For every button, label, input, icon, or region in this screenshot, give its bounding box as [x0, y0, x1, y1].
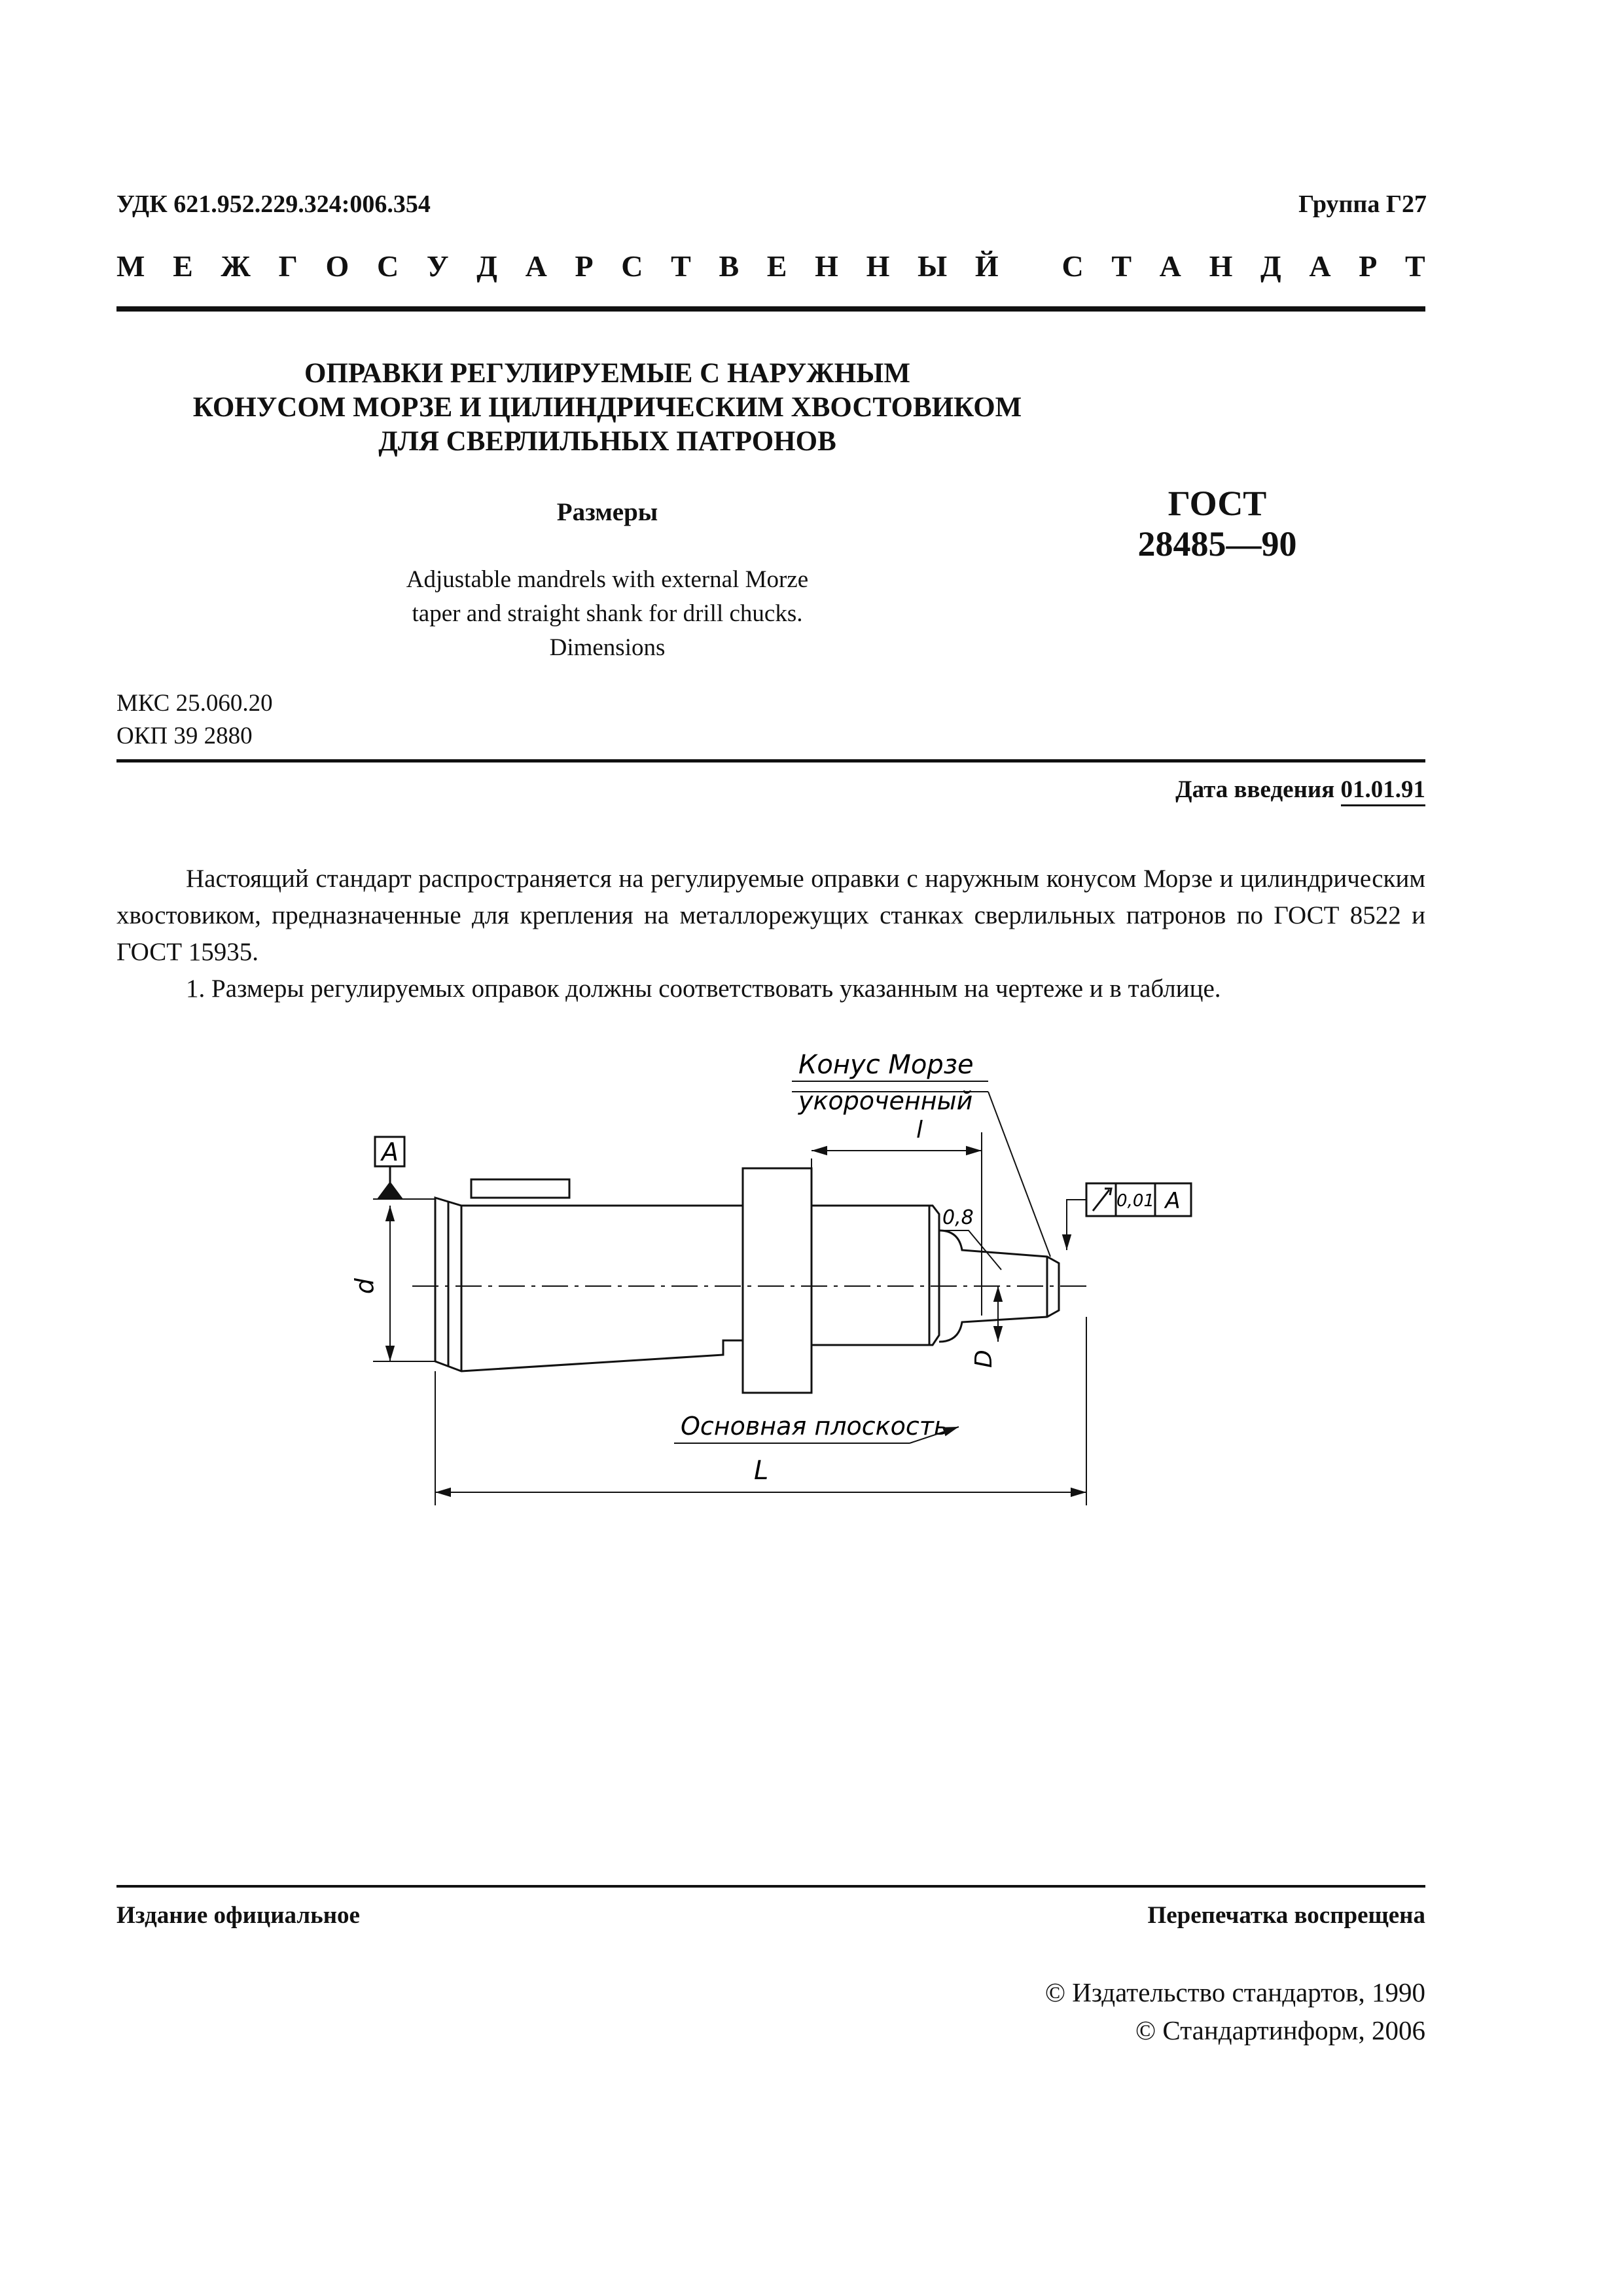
banner-letter: Р [1359, 249, 1378, 283]
banner-letter: С [621, 249, 643, 283]
edition-note: Издание официальное [116, 1902, 360, 1929]
dim-l: l [916, 1117, 923, 1143]
dim-D: D [971, 1350, 997, 1368]
gost-number [1113, 483, 1322, 564]
banner-letter: Й [974, 249, 999, 283]
english-line-3: Dimensions [549, 634, 666, 661]
effective-date-value: 01.01.91 [1341, 776, 1426, 806]
title-line-2: КОНУСОМ МОРЗЕ И ЦИЛИНДРИЧЕСКИМ ХВОСТОВИКОМ [192, 392, 1022, 423]
tolerance-datum: A [1165, 1188, 1181, 1214]
base-plane-label: Основная плоскость [681, 1412, 949, 1441]
banner-letter: А [1309, 249, 1331, 283]
gost-code: 28485—90 [1137, 524, 1297, 564]
document-subtitle: Размеры [556, 498, 658, 526]
copyright-block [1045, 1973, 1425, 2049]
body-text [116, 861, 1425, 1007]
tolerance-value: 0,01 [1116, 1191, 1154, 1211]
banner-letter: В [719, 249, 740, 283]
english-title [116, 563, 1098, 665]
title-line-3: ДЛЯ СВЕРЛИЛЬНЫХ ПАТРОНОВ [378, 426, 836, 457]
runout-tolerance-frame [1067, 1183, 1191, 1250]
udk-code: УДК 621.952.229.324:006.354 [116, 190, 431, 218]
codes-rule [116, 759, 1425, 762]
taper-label-2: укороченный [798, 1086, 973, 1115]
banner-letter [1026, 249, 1034, 283]
banner-letter: Ж [221, 249, 251, 283]
banner-letter: Н [1209, 249, 1233, 283]
footer-rule [116, 1885, 1425, 1888]
taper-label-1: Конус Морзе [798, 1050, 974, 1080]
banner-letter: Т [671, 249, 691, 283]
banner-letter: У [426, 249, 449, 283]
adjusting-collar [743, 1168, 812, 1393]
runout-icon [1093, 1189, 1111, 1211]
gost-label: ГОСТ [1168, 484, 1267, 523]
banner-letter: М [116, 249, 145, 283]
group-code: Группа Г27 [1298, 190, 1427, 218]
paragraph-scope: Настоящий стандарт распространяется на регулируемые оправки с наружным конусом Морзе и цилиндрическим хвостовиком, предназначенные для крепления на металлорежущих станках сверлильных патронов по ГОСТ 8522 и ГОСТ 15935. [116, 865, 1425, 966]
reprint-note: Перепечатка воспрещена [1147, 1902, 1425, 1929]
copyright-1990: © Издательство стандартов, 1990 [1044, 1977, 1425, 2007]
shank-flat [471, 1179, 569, 1198]
banner-letter: Е [173, 249, 193, 283]
banner-letter: Т [1111, 249, 1132, 283]
okp-code: ОКП 39 2880 [116, 723, 253, 749]
datum-a-label: A [382, 1138, 399, 1166]
interstate-standard-banner [116, 249, 1425, 283]
mks-code: МКС 25.060.20 [116, 690, 273, 717]
datum-a [373, 1137, 435, 1199]
paragraph-item-1: 1. Размеры регулируемых оправок должны соответствовать указанным на чертеже и в таблице. [186, 975, 1221, 1003]
copyright-2006: © Стандартинформ, 2006 [1135, 2015, 1425, 2045]
effective-date [1175, 776, 1425, 804]
banner-letter: Н [815, 249, 838, 283]
dim-L: L [754, 1456, 769, 1486]
header-rule [116, 306, 1425, 312]
classification-codes [116, 687, 273, 753]
english-line-2: taper and straight shank for drill chucks. [412, 600, 803, 627]
chamfer-label: 0,8 [942, 1206, 974, 1229]
banner-letter: Д [1260, 249, 1281, 283]
effective-date-label: Дата введения [1175, 776, 1341, 803]
banner-letter: А [525, 249, 547, 283]
banner-letter: С [376, 249, 399, 283]
banner-letter: Д [476, 249, 497, 283]
banner-letter: Т [1404, 249, 1425, 283]
banner-letter: С [1061, 249, 1084, 283]
banner-letter: Е [766, 249, 787, 283]
dim-d: d [350, 1278, 379, 1295]
banner-letter: Ы [918, 249, 948, 283]
banner-letter: А [1159, 249, 1181, 283]
title-line-1: ОПРАВКИ РЕГУЛИРУЕМЫЕ С НАРУЖНЫМ [304, 358, 910, 389]
english-line-1: Adjustable mandrels with external Morze [406, 566, 809, 593]
document-title [116, 357, 1098, 459]
banner-letter: Г [278, 249, 298, 283]
banner-letter: О [325, 249, 349, 283]
mandrel-drawing [350, 1034, 1204, 1512]
taper-outline [812, 1206, 939, 1345]
banner-letter: Н [866, 249, 890, 283]
shank-outline [435, 1198, 743, 1371]
banner-letter: Р [575, 249, 594, 283]
